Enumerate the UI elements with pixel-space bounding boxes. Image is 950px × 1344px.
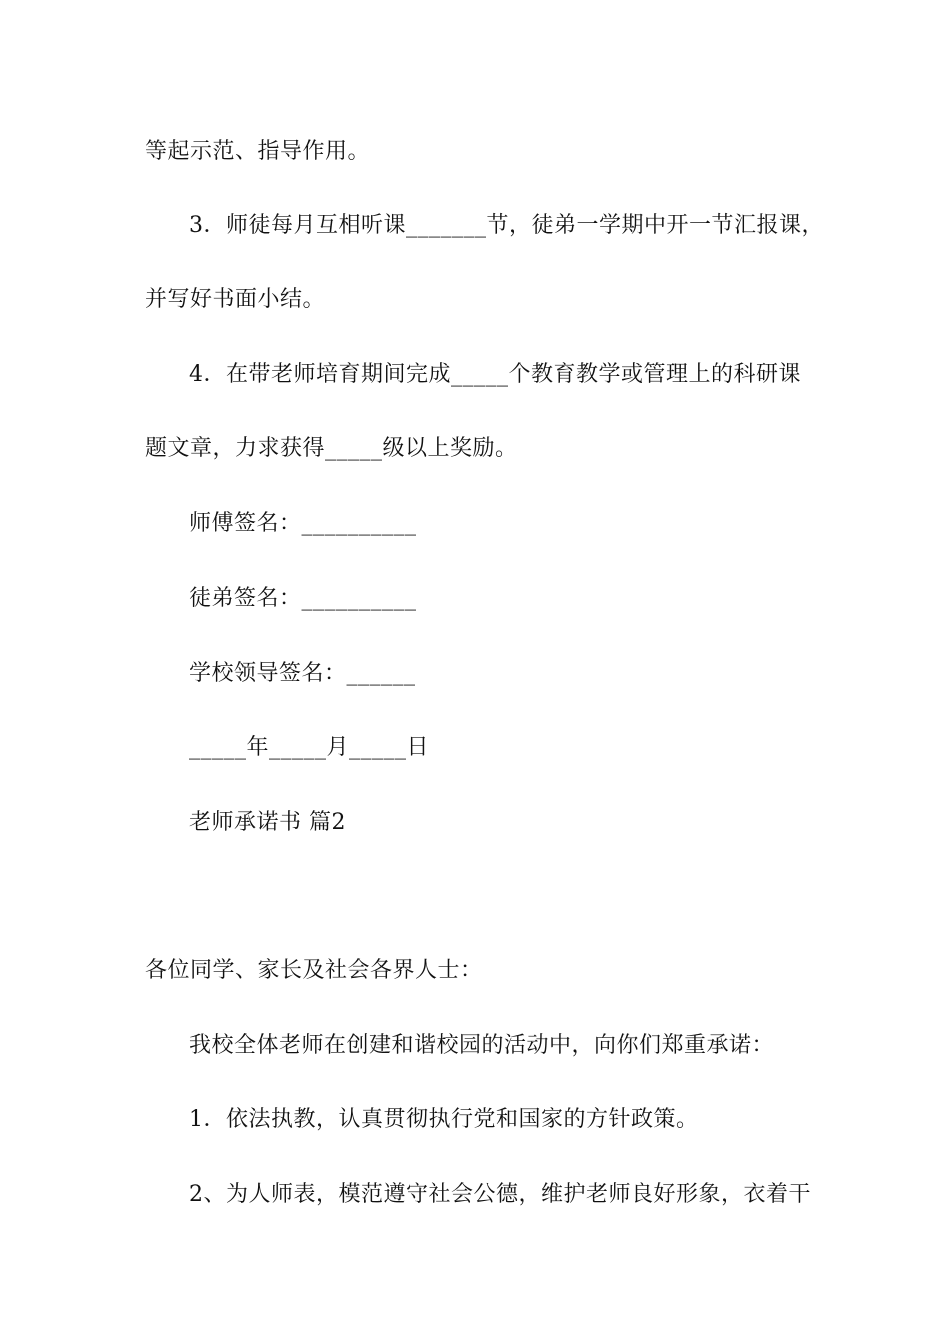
school-leader-signature-line: 学校领导签名：______ (189, 661, 416, 686)
master-signature-line: 师傅签名：__________ (189, 511, 417, 536)
section-heading: 老师承诺书 篇2 (189, 810, 346, 835)
date-line: _____年_____月_____日 (189, 735, 430, 760)
text-line-4: 4．在带老师培育期间完成_____个教育教学或管理上的科研课 (189, 362, 801, 387)
text-line-1: 等起示范、指导作用。 (145, 139, 371, 164)
text-line-12: 我校全体老师在创建和谐校园的活动中，向你们郑重承诺： (189, 1033, 775, 1058)
apprentice-signature-line: 徒弟签名：__________ (189, 586, 417, 611)
text-line-2: 3．师徒每月互相听课_______节，徒弟一学期中开一节汇报课， (189, 213, 824, 238)
salutation-line: 各位同学、家长及社会各界人士： (145, 958, 483, 983)
text-line-3: 并写好书面小结。 (145, 287, 326, 312)
text-line-14: 2、为人师表，模范遵守社会公德，维护老师良好形象，衣着干 (189, 1182, 811, 1207)
text-line-13: 1．依法执教，认真贯彻执行党和国家的方针政策。 (189, 1107, 699, 1132)
text-line-5: 题文章，力求获得_____级以上奖励。 (145, 436, 518, 461)
